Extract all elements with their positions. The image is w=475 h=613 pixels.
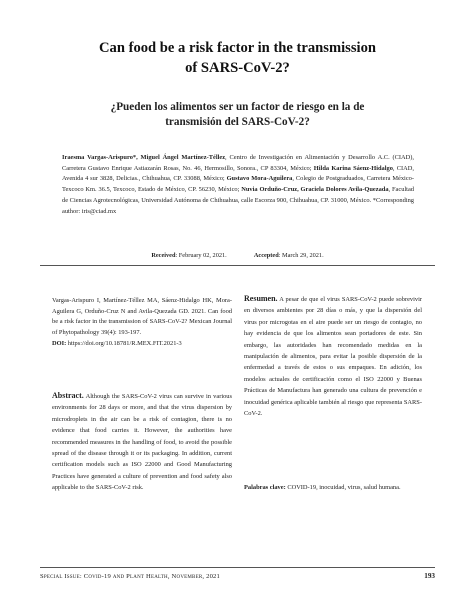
doi-label: DOI: bbox=[52, 339, 67, 347]
footer-divider bbox=[40, 567, 435, 568]
received-label: Received bbox=[151, 252, 176, 259]
affiliation-4: , Facultad de Ciencias Agrotecnológicas, Universidad Autónoma de Chihuahua, calle Escorza 900, Chihuahua, CP. 31000, México. bbox=[62, 186, 414, 204]
keywords-text: COVID-19, inocuidad, virus, salud humana. bbox=[285, 484, 401, 491]
author-affiliations bbox=[62, 153, 414, 217]
keywords bbox=[244, 483, 422, 494]
author-group-4: Nuvia Orduño-Cruz, Graciela Dolores Avila-Quezada bbox=[241, 186, 389, 194]
page-number: 193 bbox=[424, 572, 435, 580]
affiliation-3: , Colegio de Postgraduados, Carretera México-Texcoco Km. 36.5, Texcoco, Estado de México, CP. 56230, México; bbox=[62, 175, 414, 194]
accepted-label: Accepted bbox=[253, 252, 279, 259]
title-line-2: of SARS-CoV-2? bbox=[185, 60, 290, 76]
citation-block bbox=[52, 296, 232, 350]
title-line-1: Can food be a risk factor in the transmission bbox=[98, 40, 377, 56]
abstract-heading: Abstract. bbox=[52, 391, 84, 400]
affiliation-2: , CIAD, Avenida 4 sur 3828, Delicias., Chihuahua, CP. 33088, México; bbox=[62, 164, 414, 183]
author-group-3: Gustavo Mora-Aguilera bbox=[226, 175, 293, 183]
doi-link[interactable]: https://doi.org/10.18781/R.MEX.FIT.2021-3 bbox=[66, 339, 182, 347]
keywords-label: Palabras clave: bbox=[244, 484, 286, 491]
abstract-english bbox=[52, 390, 232, 494]
abstract-spanish bbox=[244, 293, 422, 419]
footer-journal: Special Issue: Covid-19 and Plant Health, November, 2021 bbox=[40, 573, 221, 580]
article-dates bbox=[60, 252, 415, 259]
subtitle-line-2: transmisión del SARS-CoV-2? bbox=[165, 116, 310, 128]
subtitle-line-1: ¿Pueden los alimentos ser un factor de riesgo en la de bbox=[110, 101, 365, 113]
citation-text: Vargas-Arispuro I, Martínez-Téllez MA, Sáenz-Hidalgo HK, Mora-Aguilera G, Orduño-Cruz N and Avila-Quezada GD. 2021. Can food be a risk factor in the transmission of SARS-CoV-2? Mexican Journal of Phytopathology 39(4): 193-197. bbox=[52, 297, 232, 337]
affiliation-1: , Centro de Investigación en Alimentación y Desarrollo A.C. (CIAD), Carretera Gustavo Enrique Astiazarán Rosas, No. 46, Hermosillo, Sonora., CP 83304, México; bbox=[62, 154, 414, 172]
abstract-text: Although the SARS-CoV-2 virus can survive in various environments for 28 days or more, and that the virus dispersion by microdroplets in the air can be a risk of contagion, there is no evidence that food carries it. However, the authorities have recommended measures in the handling of food, to avoid the possible spread of the disease through it or its packaging. In addition, current certification models such as ISO 22000 and Good Manufacturing Practices have generated a culture of prevention and food safety also applicable to the SARS-CoV-2 risk. bbox=[52, 393, 232, 492]
corresponding-author: *Corresponding author: iris@ciad.mx bbox=[62, 196, 414, 215]
resumen-heading: Resumen. bbox=[244, 294, 278, 303]
author-group-1: Iraesma Vargas-Arispuro*, Miguel Ángel Martínez-Téllez bbox=[62, 154, 226, 161]
article-title bbox=[40, 38, 435, 78]
article-title-spanish bbox=[60, 100, 415, 130]
accepted-date: : March 29, 2021. bbox=[278, 252, 324, 259]
resumen-text: A pesar de que el virus SARS-CoV-2 puede sobrevivir en diversos ambientes por 28 días o más, y que la dispersión del virus por microgotas en el aire puede ser un riesgo de contagio, no hay evidencia de que los alimentos sean portadores de este. Sin embargo, las autoridades han recomendado medidas en la manipulación de alimentos, para evitar la posible dispersión de la enfermedad a través de estos o sus empaques. En adición, los modelos actuales de certificación como el ISO 22000 y Buenas Prácticas de Manufactura han generado una cultura de prevención e inocuidad genérica aplicable también al riesgo que representa SARS-CoV-2. bbox=[244, 296, 422, 418]
header-divider bbox=[40, 265, 435, 266]
author-group-2: Hilda Karina Sáenz-Hidalgo bbox=[313, 164, 393, 172]
received-date: : February 02, 2021. bbox=[175, 252, 227, 259]
